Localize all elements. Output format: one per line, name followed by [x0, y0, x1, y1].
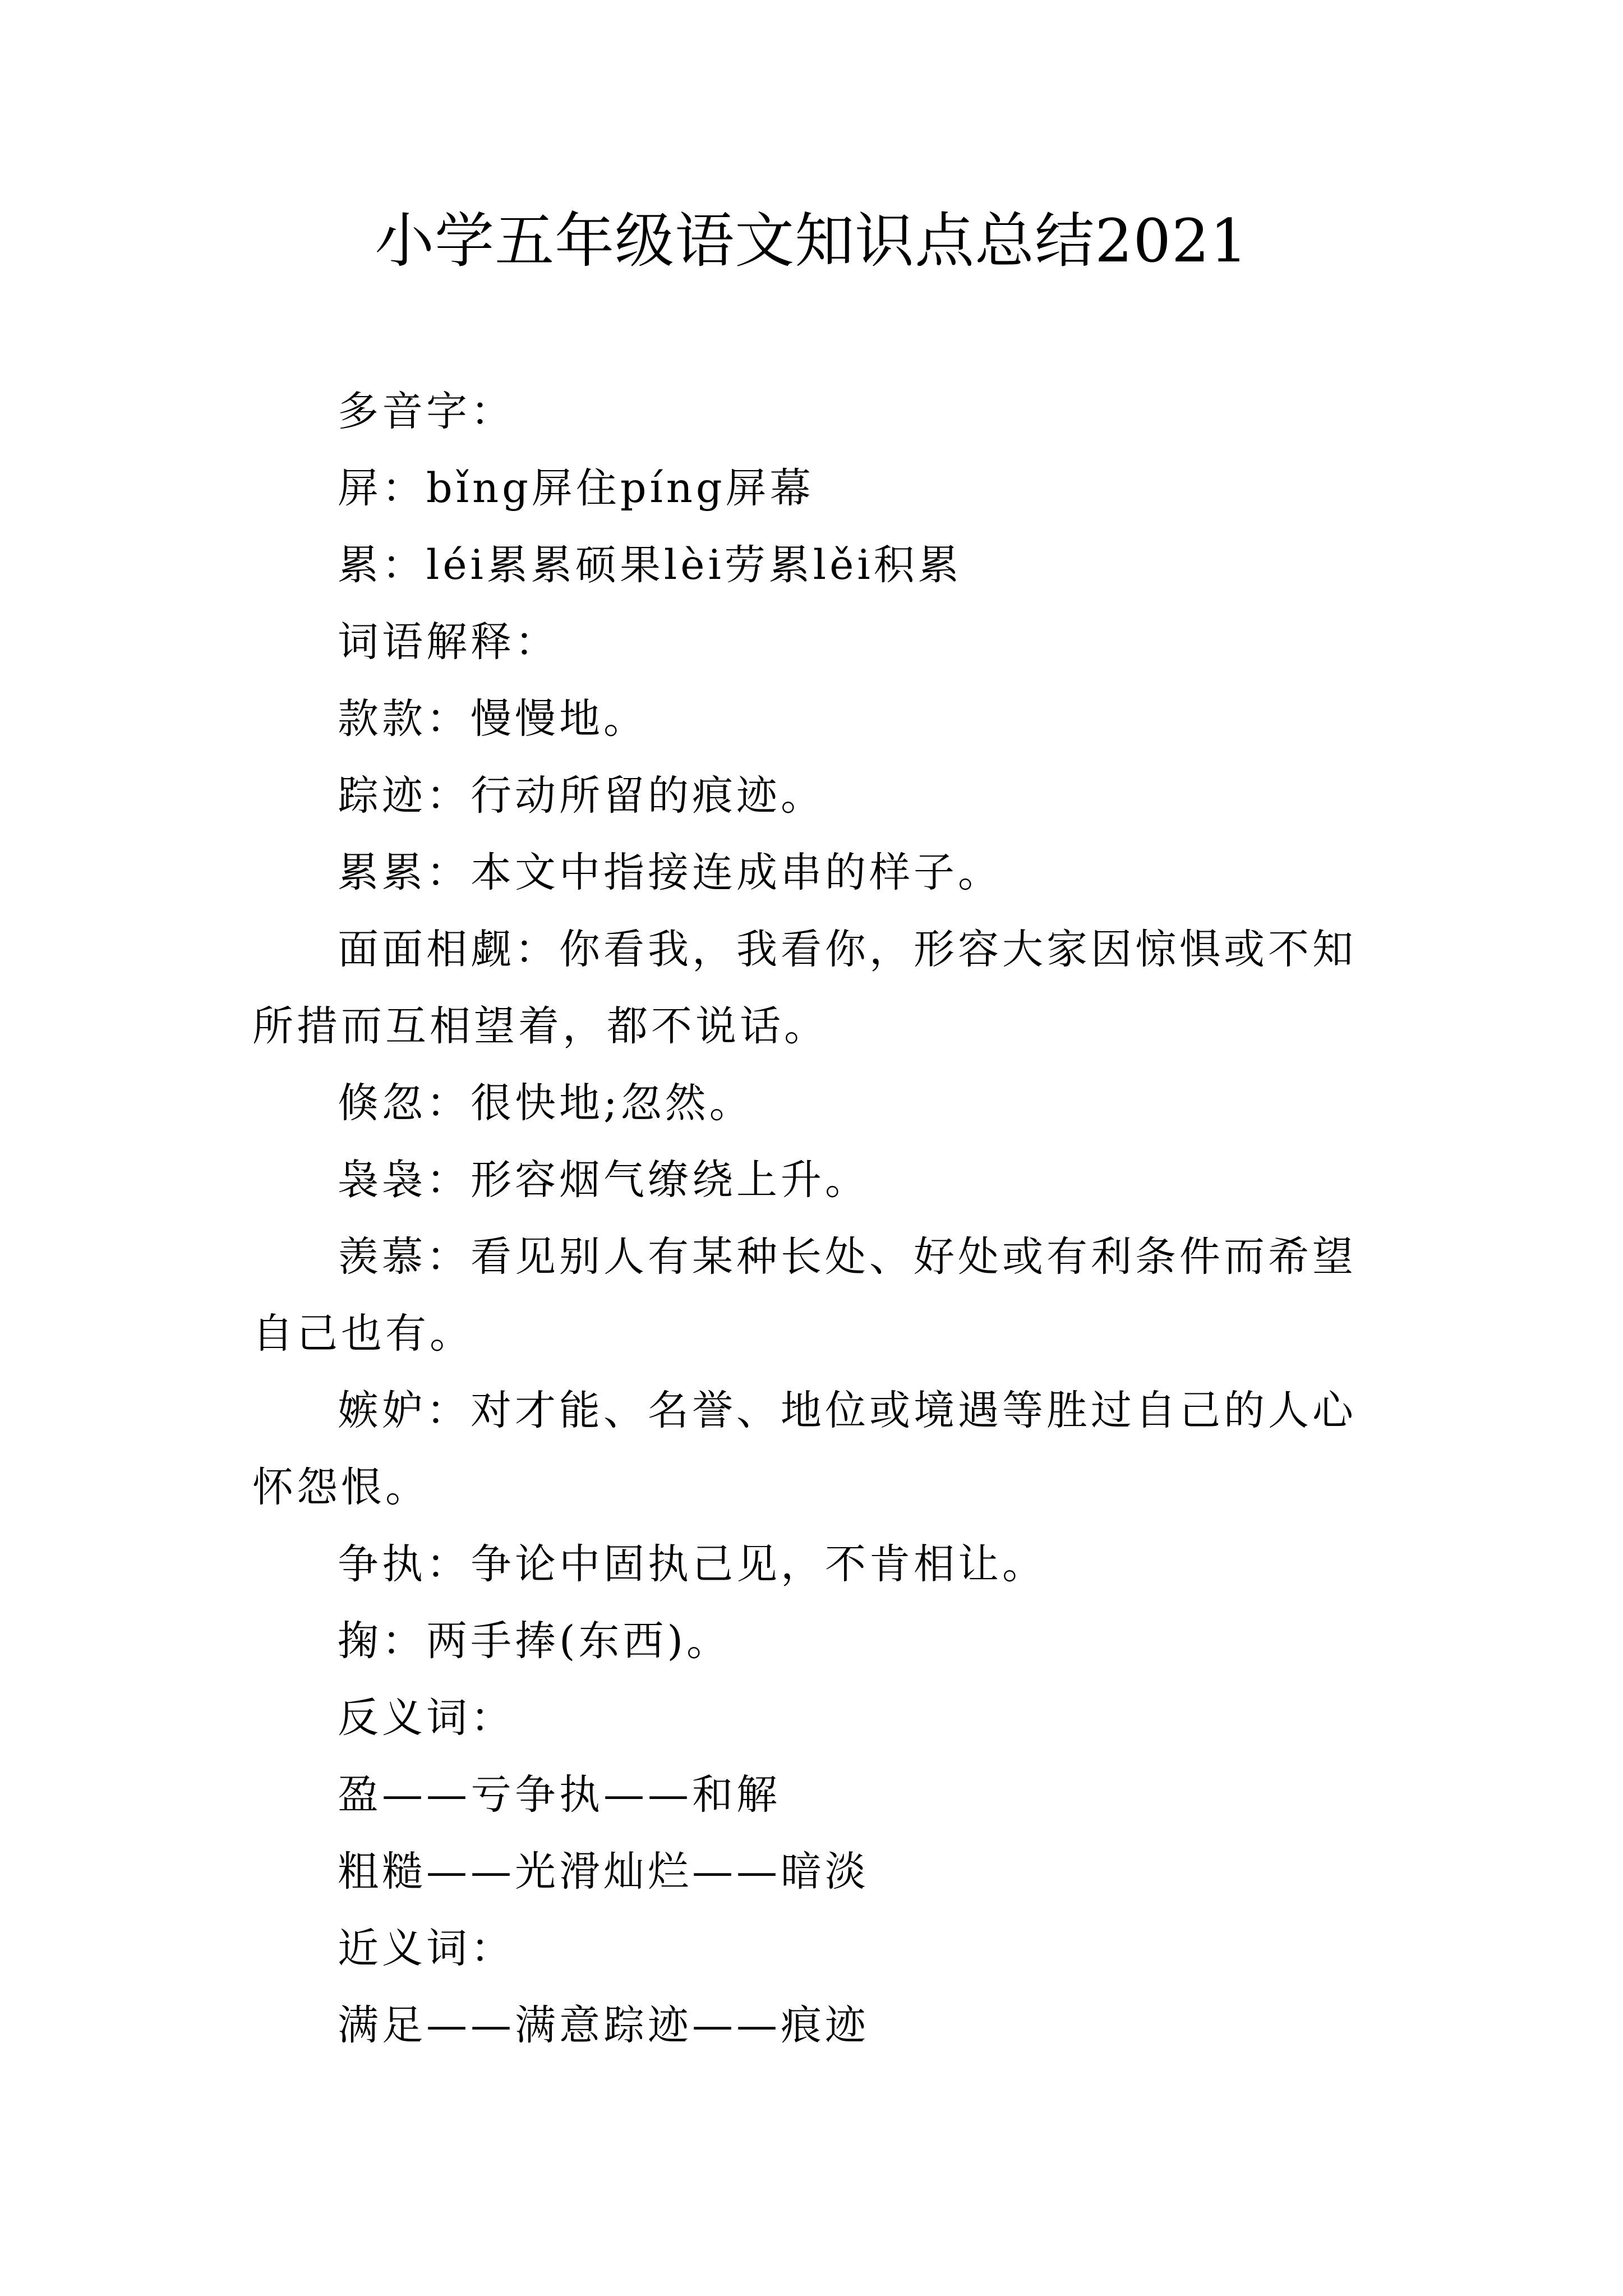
vocabulary-entry: 踪迹：行动所留的痕迹。	[338, 772, 825, 820]
vocabulary-entry: 掬：两手捧(东西)。	[338, 1617, 731, 1665]
vocabulary-entry: 争执：争论中固执己见，不肯相让。	[338, 1540, 1046, 1588]
section-heading-antonyms: 反义词：	[338, 1694, 515, 1742]
vocabulary-entry: 款款：慢慢地。	[338, 695, 648, 743]
document-body	[252, 373, 1385, 2064]
section-heading-synonyms: 近义词：	[338, 1925, 515, 1972]
antonym-entry: 盈——亏争执——和解	[338, 1771, 781, 1819]
antonym-entry: 粗糙——光滑灿烂——暗淡	[338, 1848, 869, 1895]
section-heading-polyphonic: 多音字：	[338, 388, 515, 435]
document-title: 小学五年级语文知识点总结2021	[375, 206, 1248, 275]
vocabulary-entry: 面面相觑：你看我，我看你，形容大家因惊惧或不知所措而互相望着，都不说话。	[252, 926, 1357, 1050]
section-heading-vocabulary: 词语解释：	[338, 618, 559, 666]
vocabulary-entry: 袅袅：形容烟气缭绕上升。	[338, 1156, 869, 1204]
vocabulary-entry: 累累：本文中指接连成串的样子。	[338, 849, 1002, 896]
vocabulary-entry: 倏忽：很快地;忽然。	[338, 1079, 754, 1127]
polyphonic-entry: 屏：bǐng屏住píng屏幕	[338, 464, 814, 512]
vocabulary-entry: 嫉妒：对才能、名誉、地位或境遇等胜过自己的人心怀怨恨。	[252, 1387, 1357, 1511]
synonym-entry: 满足——满意踪迹——痕迹	[338, 2001, 869, 2049]
polyphonic-entry: 累：léi累累硕果lèi劳累lěi积累	[338, 541, 962, 589]
vocabulary-entry: 羡慕：看见别人有某种长处、好处或有利条件而希望自己也有。	[252, 1233, 1357, 1358]
